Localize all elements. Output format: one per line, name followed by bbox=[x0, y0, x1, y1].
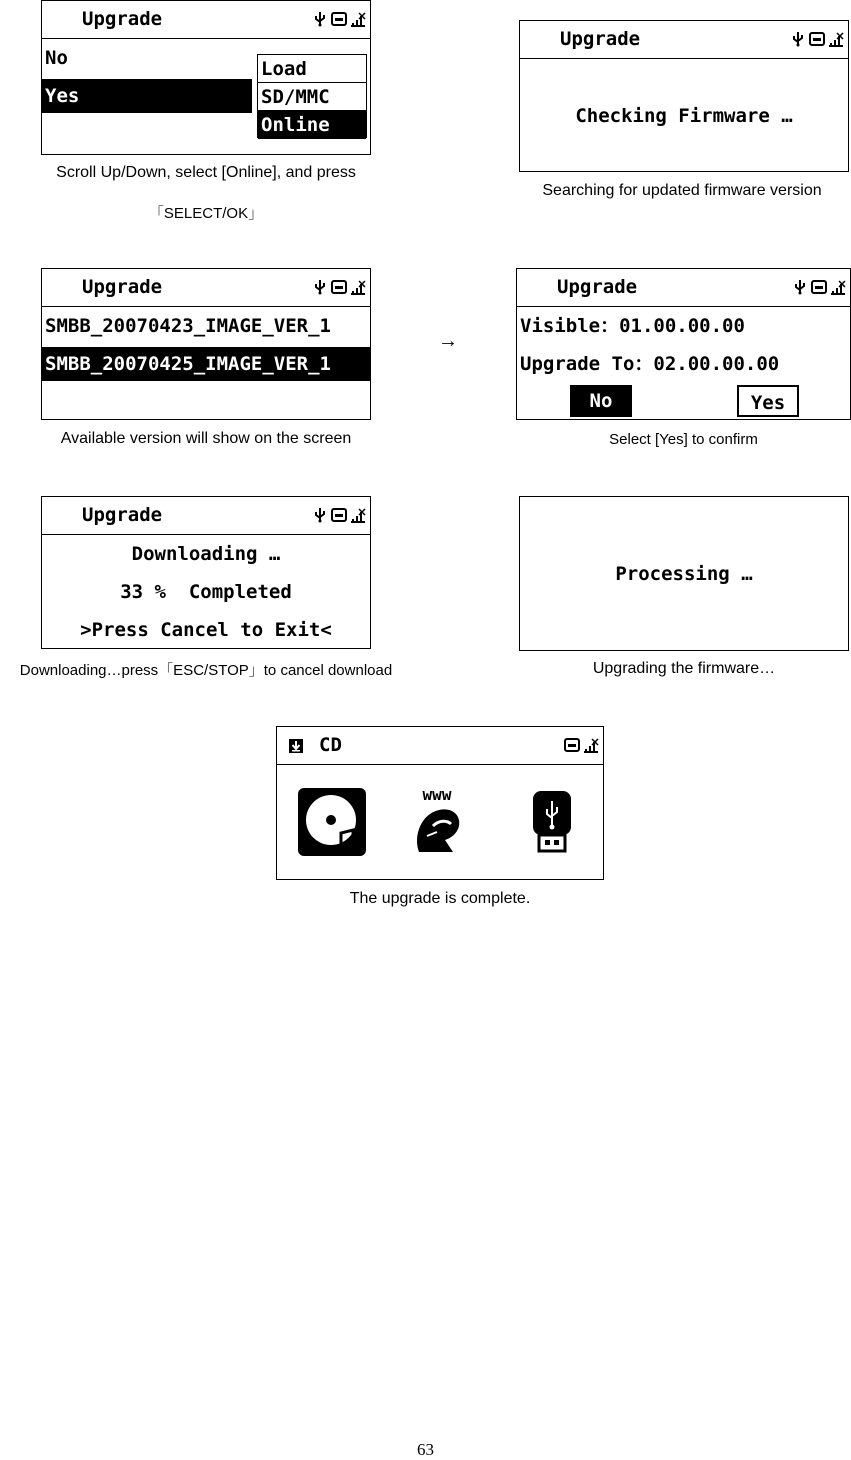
flow-arrow: → bbox=[438, 330, 458, 352]
screen-title: Upgrade bbox=[82, 504, 163, 526]
caption-panel1-line2: 「SELECT/OK」 bbox=[148, 205, 264, 222]
downloading-screen bbox=[41, 496, 371, 649]
cd-music-icon[interactable] bbox=[297, 787, 367, 857]
processing-screen bbox=[519, 496, 849, 651]
firmware-list-item[interactable]: SMBB_20070423_IMAGE_VER_1 bbox=[45, 315, 331, 337]
current-version-text: Visible：01.00.00.00 bbox=[520, 315, 745, 337]
status-icons bbox=[790, 31, 844, 47]
no-button[interactable]: No bbox=[570, 385, 632, 417]
title-bar bbox=[517, 269, 850, 307]
caption-panel2: Searching for updated firmware version bbox=[542, 182, 822, 199]
screen-title: CD bbox=[319, 734, 342, 756]
no-signal-icon bbox=[350, 507, 366, 523]
caption-panel7: The upgrade is complete. bbox=[349, 890, 531, 907]
title-bar bbox=[277, 727, 603, 765]
popup-item-sd-mmc[interactable]: SD/MMC bbox=[258, 83, 366, 111]
cancel-hint-text: >Press Cancel to Exit< bbox=[80, 619, 332, 641]
no-signal-icon bbox=[583, 737, 599, 753]
status-icons bbox=[792, 279, 846, 295]
title-bar bbox=[520, 21, 848, 59]
usb-icon bbox=[790, 31, 806, 47]
usb-drive-icon[interactable] bbox=[517, 787, 587, 857]
download-status-text: Downloading … bbox=[131, 543, 281, 565]
page-number: 63 bbox=[417, 1440, 434, 1459]
status-icons bbox=[312, 11, 366, 27]
internet-radio-icon[interactable] bbox=[407, 785, 477, 857]
menu-item-yes[interactable]: Yes bbox=[42, 79, 252, 113]
usb-icon bbox=[312, 279, 328, 295]
screen-title: Upgrade bbox=[557, 276, 638, 298]
screen-title: Upgrade bbox=[560, 28, 641, 50]
target-version-text: Upgrade To：02.00.00.00 bbox=[520, 353, 780, 375]
source-popup-menu bbox=[257, 54, 367, 138]
usb-icon bbox=[792, 279, 808, 295]
firmware-list-item-selected[interactable]: SMBB_20070425_IMAGE_VER_1 bbox=[42, 347, 370, 381]
screen-title: Upgrade bbox=[82, 276, 163, 298]
status-message: Checking Firmware … bbox=[575, 105, 793, 127]
confirm-upgrade-screen bbox=[516, 268, 851, 420]
menu-item-no[interactable]: No bbox=[45, 47, 68, 69]
usb-icon bbox=[312, 507, 328, 523]
screen-title: Upgrade bbox=[82, 8, 163, 30]
status-icons bbox=[312, 279, 366, 295]
storage-card-icon bbox=[331, 507, 347, 523]
yes-button[interactable]: Yes bbox=[737, 385, 799, 417]
storage-card-icon bbox=[811, 279, 827, 295]
caption-panel6: Upgrading the firmware… bbox=[592, 660, 776, 677]
storage-card-icon bbox=[331, 11, 347, 27]
processing-message: Processing … bbox=[615, 563, 753, 585]
title-bar bbox=[42, 269, 370, 307]
caption-panel1-line1: Scroll Up/Down, select [Online], and press bbox=[56, 164, 356, 181]
caption-panel4: Select [Yes] to confirm bbox=[609, 431, 758, 448]
no-signal-icon bbox=[830, 279, 846, 295]
no-signal-icon bbox=[828, 31, 844, 47]
usb-icon bbox=[312, 11, 328, 27]
popup-item-load[interactable]: Load bbox=[258, 55, 366, 83]
main-menu-screen bbox=[276, 726, 604, 880]
firmware-version-list-screen bbox=[41, 268, 371, 420]
checking-firmware-screen bbox=[519, 20, 849, 172]
status-icons bbox=[564, 737, 599, 753]
no-signal-icon bbox=[350, 279, 366, 295]
status-icons bbox=[312, 507, 366, 523]
storage-card-icon bbox=[331, 279, 347, 295]
popup-item-online[interactable]: Online bbox=[258, 111, 366, 139]
storage-card-icon bbox=[564, 737, 580, 753]
caption-panel3: Available version will show on the screen bbox=[60, 430, 352, 447]
www-label: www bbox=[422, 785, 452, 804]
title-bar bbox=[42, 497, 370, 535]
download-icon bbox=[288, 738, 304, 754]
caption-panel5: Downloading…press「ESC/STOP」to cancel download bbox=[19, 662, 393, 679]
storage-card-icon bbox=[809, 31, 825, 47]
download-progress-text: 33 % Completed bbox=[120, 581, 292, 603]
no-signal-icon bbox=[350, 11, 366, 27]
title-bar bbox=[42, 1, 370, 39]
upgrade-menu-screen bbox=[41, 0, 371, 155]
